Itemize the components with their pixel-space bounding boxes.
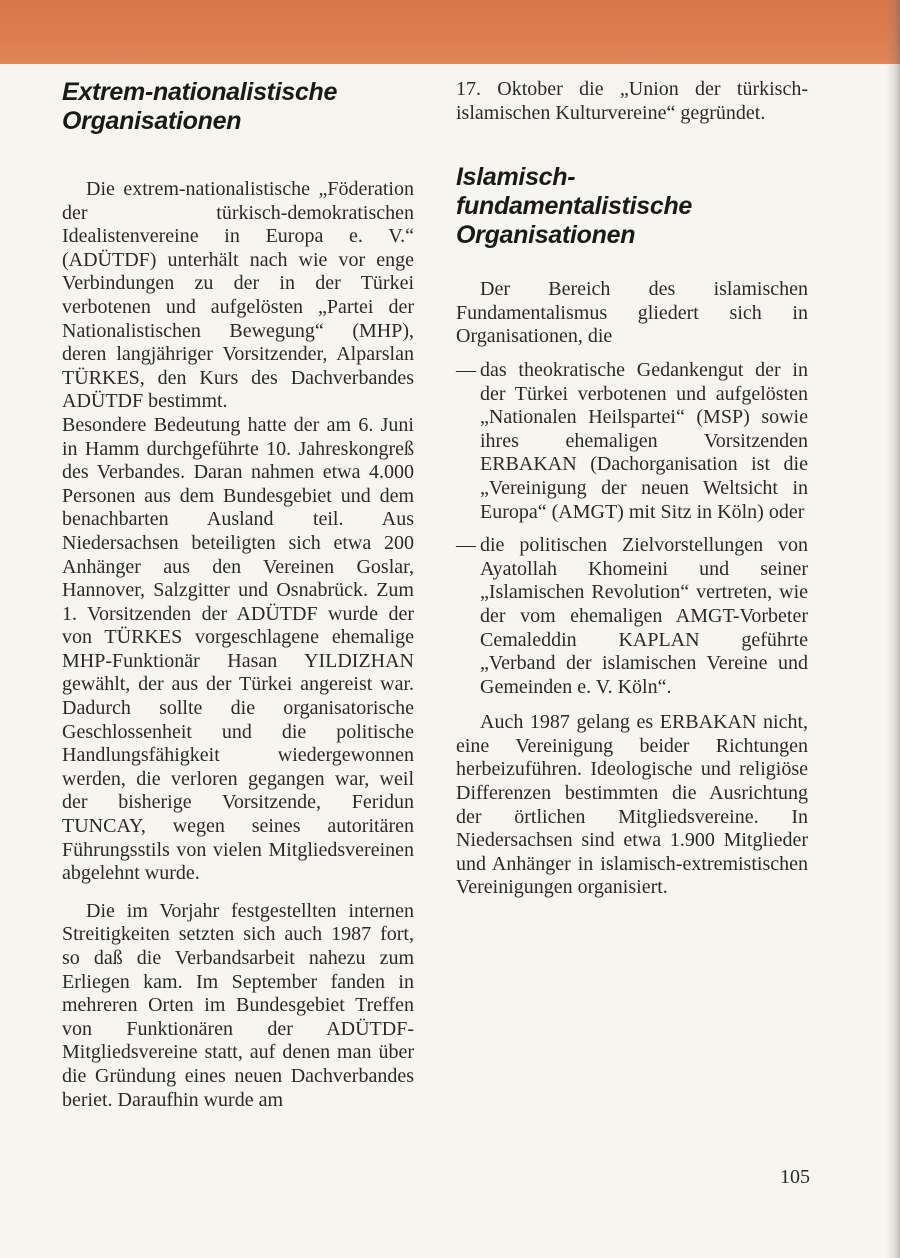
paragraph-erbakan: Auch 1987 gelang es ERBAKAN nicht, eine Vereinigung beider Richtungen herbeizuführen. Ideologische und religiöse Differenzen bestimmten die Ausrichtung der örtlichen Mitgliedsvereine. In Niedersachsen sind etwa 1.900 Mitglieder und Anhänger in islamisch-extremistischen Vereinigungen organisiert. (456, 711, 808, 899)
paragraph-fundamentalismus-intro: Der Bereich des islamischen Fundamentalismus gliedert sich in Organisationen, die (456, 278, 808, 348)
page-number: 105 (780, 1166, 810, 1188)
list-item-khomeini: — die politischen Zielvorstellungen von Ayatollah Khomeini und seiner „Islamischen Revolution“ vertreten, wie der vom ehemaligen AMGT-Vorbeter Cemaleddin KAPLAN geführte „Verband der islamischen Vereine und Gemeinden e. V. Köln“. (456, 534, 808, 699)
paragraph-streitigkeiten: Die im Vorjahr festgestellten internen Streitigkeiten setzten sich auch 1987 fort, so daß die Verbandsarbeit nahezu zum Erliegen kam. Im September fanden in mehreren Orten im Bundesgebiet Treffen von Funktionären der ADÜTDF-Mitgliedsvereine statt, auf denen man über die Gründung eines neuen Dachverbandes beriet. Daraufhin wurde am (62, 899, 414, 1111)
list-item-msp: — das theokratische Gedankengut der in der Türkei verbotenen und aufgelösten „Nationalen Heilspartei“ (MSP) sowie ihres ehemaligen Vorsitzenden ERBAKAN (Dachorganisation ist die „Vereinigung der neuen Weltsicht in Europa“ (AMGT) mit Sitz in Köln) oder (456, 359, 808, 524)
paragraph-jahreskongress: Besondere Bedeutung hatte der am 6. Juni in Hamm durchgeführte 10. Jahreskongreß des Verbandes. Daran nahmen etwa 4.000 Personen aus dem Bundesgebiet und dem benachbarten Ausland teil. Aus Niedersachsen beteiligten sich etwa 200 Anhänger aus den Vereinen Goslar, Hannover, Salzgitter und Osnabrück. Zum 1. Vorsitzenden der ADÜTDF wurde der von TÜRKES vorgeschlagene ehemalige MHP-Funktionär Hasan YILDIZHAN gewählt, der aus der Türkei angereist war. Dadurch sollte die organisatorische Geschlossenheit und die politische Handlungsfähigkeit wiedergewonnen werden, die verloren gegangen war, weil der bisherige Vorsitzende, Feridun TUNCAY, wegen seines autoritären Führungsstils von vielen Mitgliedsvereinen abgelehnt wurde. (62, 413, 414, 885)
paragraph-adutdf-intro: Die extrem-nationalistische „Föderation der türkisch-demokratischen Idealistenvereine in Europa e. V.“ (ADÜTDF) unterhält nach wie vor enge Verbindungen zu der in der Türkei verbotenen und aufgelösten „Partei der Nationalistischen Bewegung“ (MHP), deren langjähriger Vorsitzender, Alparslan TÜRKES, den Kurs des Dachverbandes ADÜTDF bestimmt. (62, 178, 414, 413)
paragraph-continuation: 17. Oktober die „Union der türkisch-islamischen Kulturvereine“ gegründet. (456, 78, 808, 124)
right-column (456, 78, 808, 900)
page-edge-shadow (886, 0, 900, 1258)
heading-extrem-nationalistische: Extrem-nationalistische Organisationen (62, 78, 338, 135)
top-color-band (0, 0, 900, 64)
heading-islamisch-fundamentalistische: Islamisch-fundamentalistische Organisationen (456, 163, 693, 250)
dash-list (456, 359, 808, 699)
left-column (62, 78, 414, 1112)
